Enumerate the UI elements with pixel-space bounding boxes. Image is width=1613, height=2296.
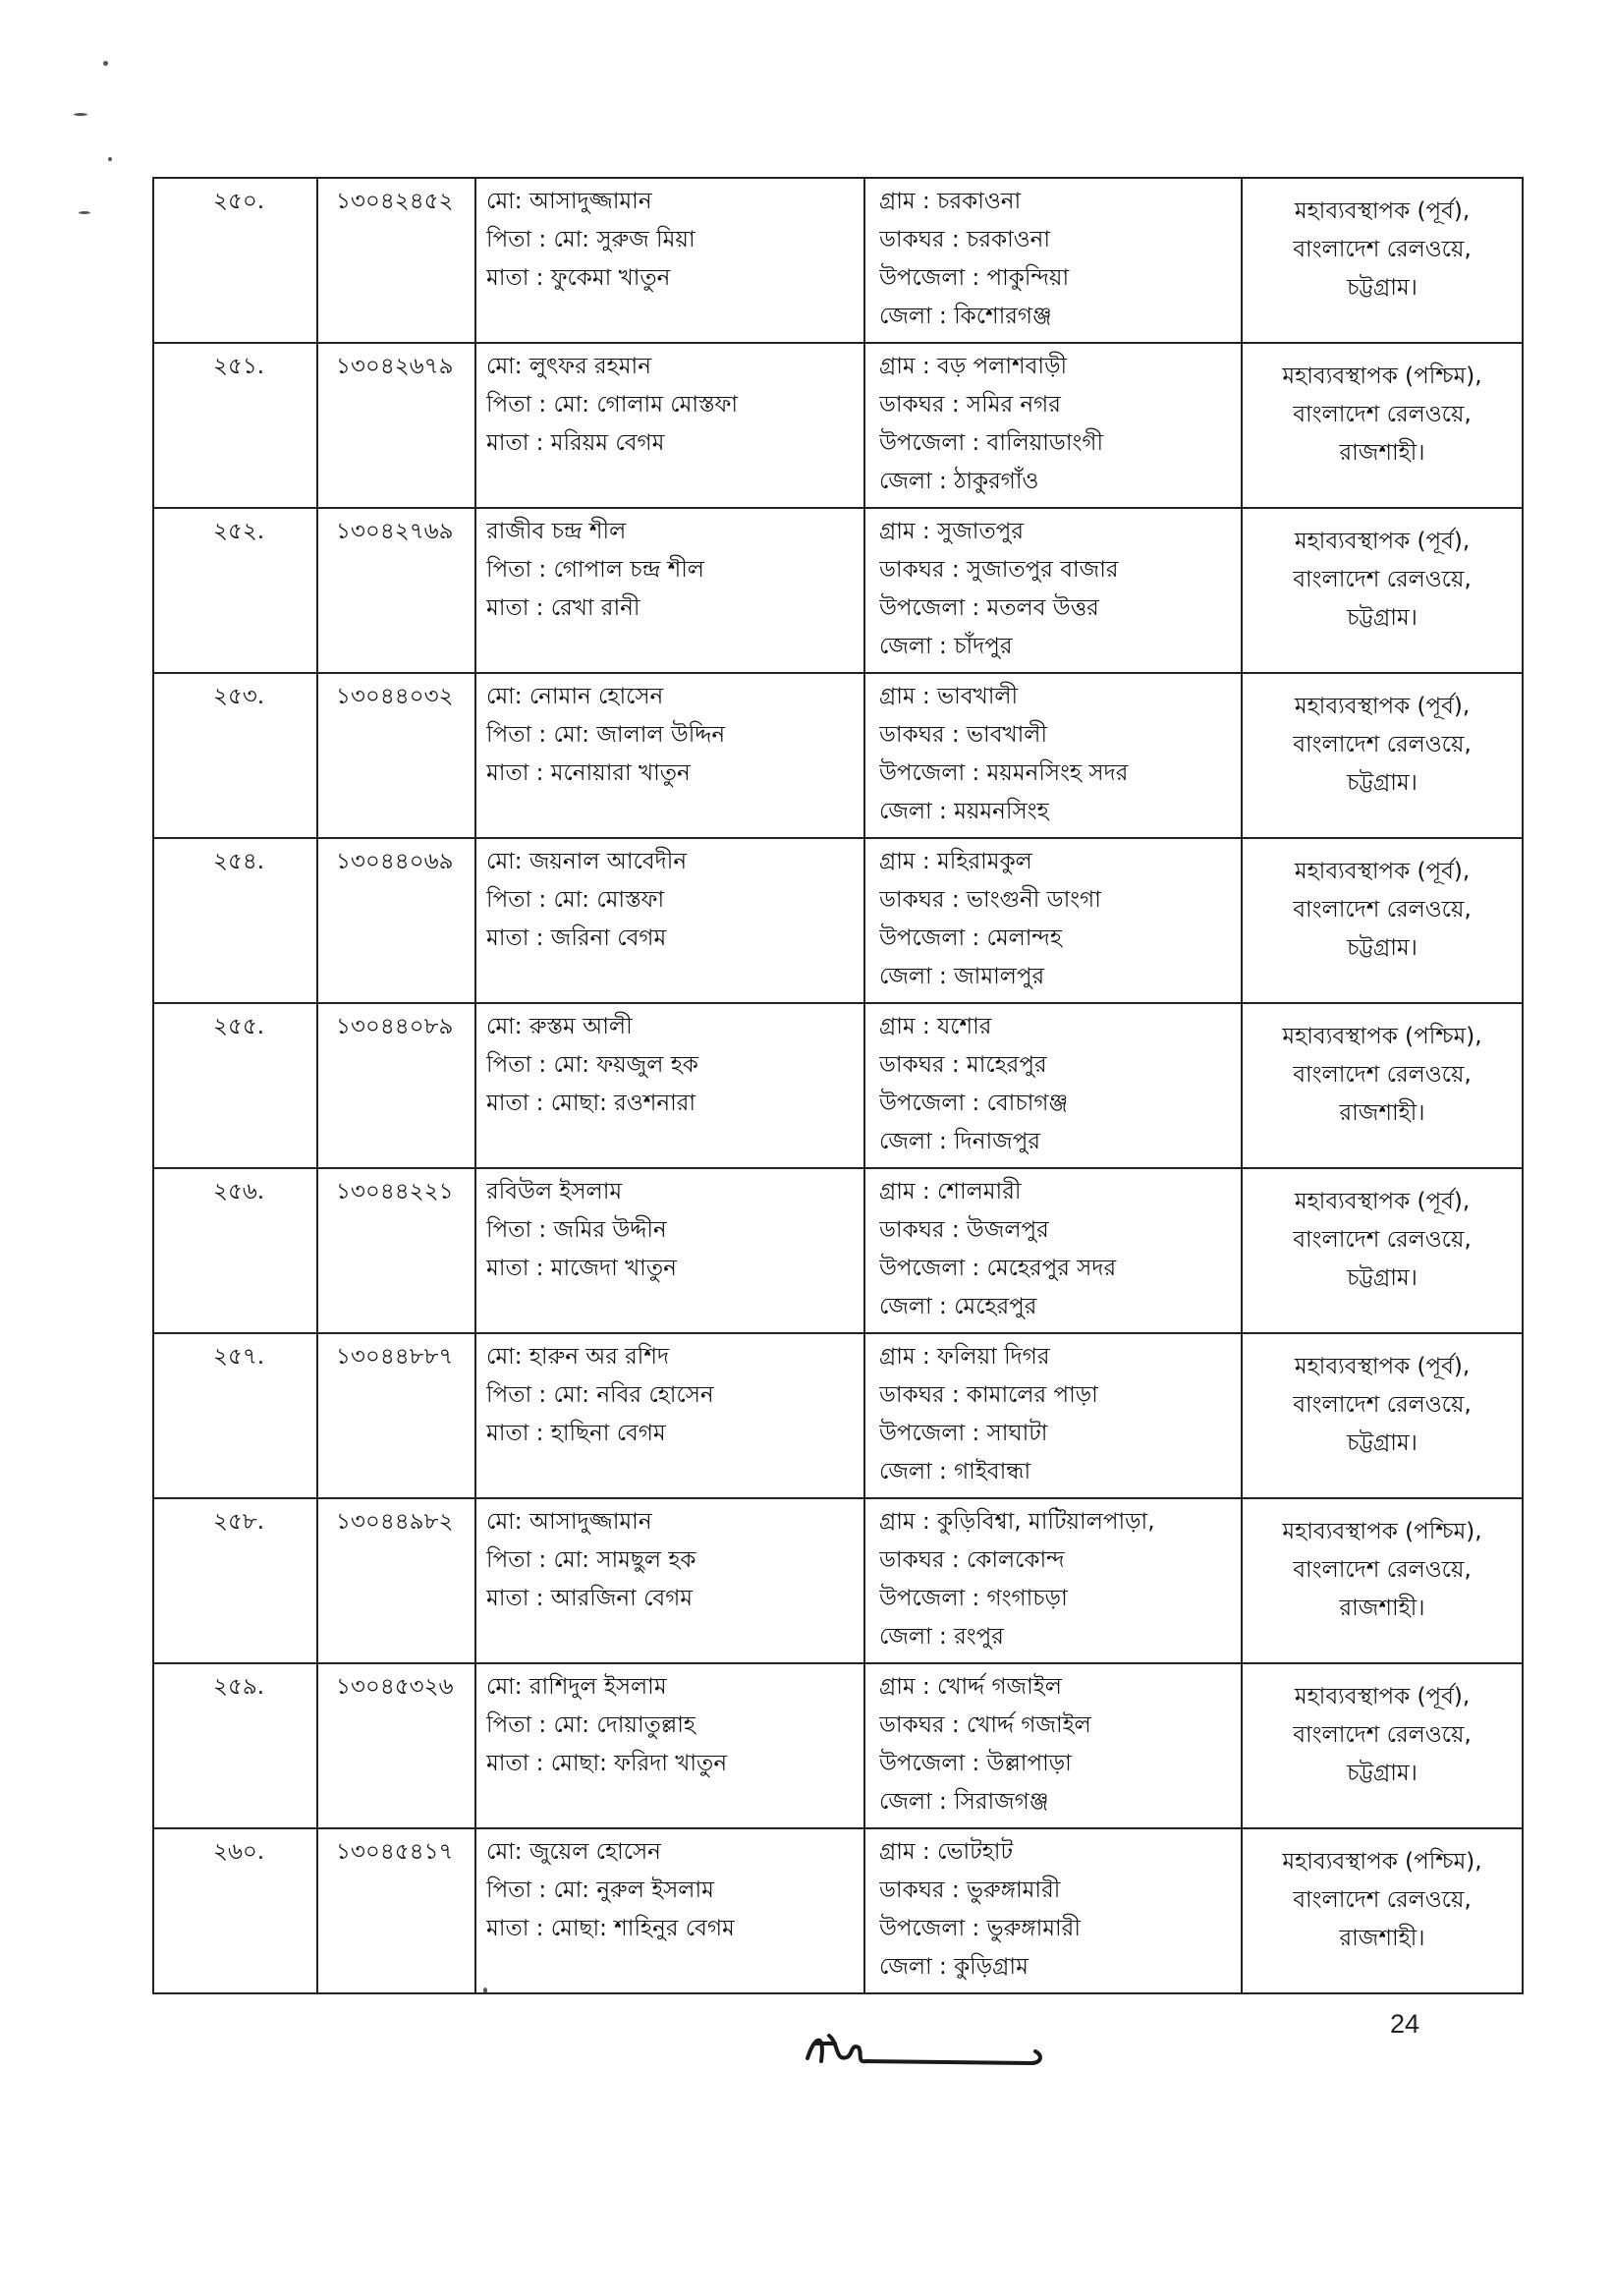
address-cell — [864, 1828, 1242, 1993]
district-text: জেলা : কিশোরগঞ্জ — [879, 304, 1052, 329]
table-row — [153, 1333, 1523, 1498]
serial-cell — [153, 508, 317, 673]
post-text: ডাকঘর : ভাংগুনী ডাংগা — [879, 887, 1101, 913]
office3-text: চট্টগ্রাম। — [1347, 1761, 1418, 1786]
father-text: পিতা : গোপাল চন্দ্র শীল — [486, 557, 704, 583]
roll-text: ১৩০৪৪২২১ — [336, 1179, 454, 1204]
roll-cell — [317, 508, 475, 673]
name-text: মো: রুস্তম আলী — [486, 1014, 633, 1039]
office-cell — [1242, 508, 1523, 673]
name-text: মো: জুয়েল হোসেন — [486, 1839, 661, 1865]
office-cell — [1242, 1828, 1523, 1993]
office1-text: মহাব্যবস্থাপক (পূর্ব), — [1294, 694, 1471, 719]
table-row — [153, 1168, 1523, 1333]
name-cell — [475, 1828, 864, 1993]
roll-text: ১৩০৪৪০৮৯ — [336, 1014, 454, 1039]
office1-text: মহাব্যবস্থাপক (পূর্ব), — [1294, 1354, 1471, 1379]
office2-text: বাংলাদেশ রেলওয়ে, — [1293, 1227, 1472, 1253]
serial-cell — [153, 838, 317, 1003]
upazila-text: উপজেলা : বালিয়াডাংগী — [879, 430, 1104, 456]
name-text: মো: লুৎফর রহমান — [486, 354, 651, 379]
roll-cell — [317, 1498, 475, 1663]
district-text: জেলা : ঠাকুরগাঁও — [879, 469, 1039, 494]
address-cell — [864, 1003, 1242, 1168]
name-cell — [475, 673, 864, 838]
office2-text: বাংলাদেশ রেলওয়ে, — [1293, 1392, 1472, 1418]
office1-text: মহাব্যবস্থাপক (পশ্চিম), — [1282, 1849, 1482, 1875]
village-text: গ্রাম : খোর্দ্দ গজাইল — [879, 1674, 1062, 1700]
office-cell — [1242, 178, 1523, 343]
village-text: গ্রাম : কুড়িবিশ্বা, মাটিয়ালপাড়া, — [879, 1509, 1155, 1535]
mother-text: মাতা : মোছা: শাহিনুর বেগম — [486, 1916, 735, 1941]
serial-cell — [153, 673, 317, 838]
address-cell — [864, 673, 1242, 838]
roll-text: ১৩০৪২৭৬৯ — [336, 519, 454, 544]
serial-text: ২৫৪. — [213, 849, 265, 874]
serial-text: ২৫৮. — [213, 1509, 265, 1535]
mother-text: মাতা : হাছিনা বেগম — [486, 1421, 666, 1446]
post-text: ডাকঘর : চরকাওনা — [879, 227, 1051, 252]
scan-speck — [108, 157, 112, 161]
post-text: ডাকঘর : কোলকোন্দ — [879, 1547, 1065, 1573]
upazila-text: উপজেলা : মেহেরপুর সদর — [879, 1256, 1117, 1281]
office1-text: মহাব্যবস্থাপক (পশ্চিম), — [1282, 1024, 1482, 1049]
roll-text: ১৩০৪৪৯৮২ — [336, 1509, 454, 1535]
father-text: পিতা : মো: নুরুল ইসলাম — [486, 1877, 714, 1903]
office3-text: চট্টগ্রাম। — [1347, 605, 1418, 631]
village-text: গ্রাম : ফলিয়া দিগর — [879, 1344, 1050, 1370]
office3-text: চট্টগ্রাম। — [1347, 1265, 1418, 1291]
serial-text: ২৬০. — [213, 1839, 265, 1865]
post-text: ডাকঘর : উজলপুর — [879, 1217, 1049, 1243]
office-cell — [1242, 673, 1523, 838]
mother-text: মাতা : মাজেদা খাতুন — [486, 1256, 677, 1281]
name-text: রবিউল ইসলাম — [486, 1179, 623, 1204]
post-text: ডাকঘর : ভুরুঙ্গামারী — [879, 1877, 1061, 1903]
office-cell — [1242, 1333, 1523, 1498]
name-cell — [475, 178, 864, 343]
name-text: রাজীব চন্দ্র শীল — [486, 519, 627, 544]
roll-cell — [317, 1828, 475, 1993]
father-text: পিতা : মো: সুরুজ মিয়া — [486, 227, 695, 252]
office2-text: বাংলাদেশ রেলওয়ে, — [1293, 897, 1472, 923]
father-text: পিতা : মো: গোলাম মোস্তফা — [486, 392, 739, 418]
table-row — [153, 508, 1523, 673]
table-row — [153, 838, 1523, 1003]
name-cell — [475, 1003, 864, 1168]
name-text: মো: আসাদুজ্জামান — [486, 1509, 652, 1535]
table-row — [153, 1003, 1523, 1168]
upazila-text: উপজেলা : উল্লাপাড়া — [879, 1751, 1072, 1776]
roll-cell — [317, 343, 475, 508]
office1-text: মহাব্যবস্থাপক (পূর্ব), — [1294, 1189, 1471, 1214]
upazila-text: উপজেলা : ময়মনসিংহ সদর — [879, 760, 1129, 786]
mother-text: মাতা : জরিনা বেগম — [486, 925, 667, 951]
roll-cell — [317, 673, 475, 838]
village-text: গ্রাম : চরকাওনা — [879, 189, 1022, 214]
roll-cell — [317, 1333, 475, 1498]
roll-text: ১৩০৪৪৮৮৭ — [336, 1344, 454, 1370]
address-cell — [864, 838, 1242, 1003]
mother-text: মাতা : আরজিনা বেগম — [486, 1586, 694, 1611]
serial-cell — [153, 178, 317, 343]
village-text: গ্রাম : সুজাতপুর — [879, 519, 1025, 544]
scan-speck — [103, 61, 108, 66]
district-text: জেলা : মেহেরপুর — [879, 1294, 1037, 1319]
office-cell — [1242, 343, 1523, 508]
office3-text: চট্টগ্রাম। — [1347, 1430, 1418, 1456]
upazila-text: উপজেলা : ভুরুঙ্গামারী — [879, 1916, 1081, 1941]
village-text: গ্রাম : মহিরামকুল — [879, 849, 1032, 874]
office-cell — [1242, 1498, 1523, 1663]
father-text: পিতা : মো: জালাল উদ্দিন — [486, 722, 726, 748]
address-cell — [864, 1333, 1242, 1498]
table-row — [153, 673, 1523, 838]
father-text: পিতা : মো: ফয়জুল হক — [486, 1052, 698, 1078]
name-text: মো: আসাদুজ্জামান — [486, 189, 652, 214]
table-row — [153, 343, 1523, 508]
serial-text: ২৫৭. — [213, 1344, 265, 1370]
mother-text: মাতা : মোছা: রওশনারা — [486, 1091, 696, 1116]
village-text: গ্রাম : বড় পলাশবাড়ী — [879, 354, 1068, 379]
roll-cell — [317, 178, 475, 343]
office-cell — [1242, 1168, 1523, 1333]
village-text: গ্রাম : যশোর — [879, 1014, 992, 1039]
table-row — [153, 1828, 1523, 1993]
serial-text: ২৫৬. — [213, 1179, 265, 1204]
upazila-text: উপজেলা : মতলব উত্তর — [879, 595, 1099, 621]
table-row — [153, 1498, 1523, 1663]
address-cell — [864, 343, 1242, 508]
roll-text: ১৩০৪৫৪১৭ — [336, 1839, 454, 1865]
post-text: ডাকঘর : সুজাতপুর বাজার — [879, 557, 1119, 583]
office-cell — [1242, 1663, 1523, 1828]
district-text: জেলা : জামালপুর — [879, 964, 1045, 989]
village-text: গ্রাম : ভাবখালী — [879, 684, 1019, 709]
serial-cell — [153, 1663, 317, 1828]
roll-cell — [317, 1168, 475, 1333]
mother-text: মাতা : মনোয়ারা খাতুন — [486, 760, 691, 786]
office-cell — [1242, 838, 1523, 1003]
upazila-text: উপজেলা : বোচাগঞ্জ — [879, 1091, 1069, 1116]
serial-cell — [153, 1003, 317, 1168]
serial-text: ২৫০. — [213, 189, 265, 214]
father-text: পিতা : মো: মোস্তফা — [486, 887, 665, 913]
roll-text: ১৩০৪৫৩২৬ — [336, 1674, 454, 1700]
father-text: পিতা : মো: দোয়াতুল্লাহ — [486, 1712, 695, 1738]
post-text: ডাকঘর : সমির নগর — [879, 392, 1061, 418]
upazila-text: উপজেলা : পাকুন্দিয়া — [879, 265, 1070, 291]
office1-text: মহাব্যবস্থাপক (পূর্ব), — [1294, 198, 1471, 224]
signature-mark — [796, 2014, 1051, 2083]
district-text: জেলা : সিরাজগঞ্জ — [879, 1789, 1049, 1815]
name-cell — [475, 838, 864, 1003]
mother-text: মাতা : মোছা: ফরিদা খাতুন — [486, 1751, 728, 1776]
roll-cell — [317, 1663, 475, 1828]
village-text: গ্রাম : ভোটহাট — [879, 1839, 1013, 1865]
address-cell — [864, 1498, 1242, 1663]
address-cell — [864, 508, 1242, 673]
name-cell — [475, 1498, 864, 1663]
office1-text: মহাব্যবস্থাপক (পূর্ব), — [1294, 1684, 1471, 1709]
roll-text: ১৩০৪৪০৩২ — [336, 684, 454, 709]
name-cell — [475, 343, 864, 508]
office2-text: বাংলাদেশ রেলওয়ে, — [1293, 1062, 1472, 1088]
name-text: মো: রাশিদুল ইসলাম — [486, 1674, 667, 1700]
serial-cell — [153, 1498, 317, 1663]
village-text: গ্রাম : শোলমারী — [879, 1179, 1022, 1204]
name-text: মো: জয়নাল আবেদীন — [486, 849, 688, 874]
name-text: মো: নোমান হোসেন — [486, 684, 664, 709]
name-cell — [475, 1663, 864, 1828]
roll-text: ১৩০৪২৪৫২ — [336, 189, 454, 214]
page-number: 24 — [1390, 2009, 1420, 2039]
serial-text: ২৫৫. — [213, 1014, 265, 1039]
address-cell — [864, 1168, 1242, 1333]
roll-text: ১৩০৪২৬৭৯ — [336, 354, 454, 379]
mother-text: মাতা : মরিয়ম বেগম — [486, 430, 665, 456]
serial-cell — [153, 1828, 317, 1993]
district-text: জেলা : রংপুর — [879, 1624, 1004, 1650]
office2-text: বাংলাদেশ রেলওয়ে, — [1293, 1722, 1472, 1748]
name-cell — [475, 1333, 864, 1498]
post-text: ডাকঘর : ভাবখালী — [879, 722, 1048, 748]
post-text: ডাকঘর : খোর্দ্দ গজাইল — [879, 1712, 1091, 1738]
district-text: জেলা : কুড়িগ্রাম — [879, 1954, 1029, 1980]
scan-speck — [79, 211, 90, 214]
serial-text: ২৫৩. — [213, 684, 265, 709]
office3-text: চট্টগ্রাম। — [1347, 275, 1418, 301]
office1-text: মহাব্যবস্থাপক (পূর্ব), — [1294, 859, 1471, 884]
district-text: জেলা : চাঁদপুর — [879, 634, 1013, 659]
office3-text: রাজশাহী। — [1339, 440, 1425, 466]
district-text: জেলা : দিনাজপুর — [879, 1129, 1040, 1154]
office2-text: বাংলাদেশ রেলওয়ে, — [1293, 732, 1472, 757]
mother-text: মাতা : ফুকেমা খাতুন — [486, 265, 671, 291]
name-text: মো: হারুন অর রশিদ — [486, 1344, 670, 1370]
office2-text: বাংলাদেশ রেলওয়ে, — [1293, 1557, 1472, 1583]
district-text: জেলা : ময়মনসিংহ — [879, 799, 1049, 824]
table-row — [153, 178, 1523, 343]
name-cell — [475, 508, 864, 673]
mother-text: মাতা : রেখা রানী — [486, 595, 640, 621]
office3-text: চট্টগ্রাম। — [1347, 770, 1418, 796]
post-text: ডাকঘর : কামালের পাড়া — [879, 1382, 1098, 1408]
roll-text: ১৩০৪৪০৬৯ — [336, 849, 454, 874]
father-text: পিতা : জমির উদ্দীন — [486, 1217, 667, 1243]
office3-text: রাজশাহী। — [1339, 1100, 1425, 1126]
serial-cell — [153, 1333, 317, 1498]
father-text: পিতা : মো: নবির হোসেন — [486, 1382, 714, 1408]
office1-text: মহাব্যবস্থাপক (পশ্চিম), — [1282, 1519, 1482, 1544]
roll-cell — [317, 1003, 475, 1168]
office-cell — [1242, 1003, 1523, 1168]
serial-cell — [153, 1168, 317, 1333]
serial-text: ২৫২. — [213, 519, 265, 544]
table-row — [153, 1663, 1523, 1828]
district-text: জেলা : গাইবান্ধা — [879, 1459, 1031, 1484]
address-cell — [864, 1663, 1242, 1828]
office1-text: মহাব্যবস্থাপক (পশ্চিম), — [1282, 364, 1482, 389]
office2-text: বাংলাদেশ রেলওয়ে, — [1293, 402, 1472, 427]
father-text: পিতা : মো: সামছুল হক — [486, 1547, 696, 1573]
recruitment-list-table — [152, 177, 1524, 1994]
scan-speck — [74, 113, 87, 116]
office2-text: বাংলাদেশ রেলওয়ে, — [1293, 567, 1472, 592]
name-cell — [475, 1168, 864, 1333]
office2-text: বাংলাদেশ রেলওয়ে, — [1293, 237, 1472, 262]
office3-text: রাজশাহী। — [1339, 1596, 1425, 1621]
serial-text: ২৫১. — [213, 354, 265, 379]
roll-cell — [317, 838, 475, 1003]
upazila-text: উপজেলা : সাঘাটা — [879, 1421, 1048, 1446]
serial-cell — [153, 343, 317, 508]
office1-text: মহাব্যবস্থাপক (পূর্ব), — [1294, 529, 1471, 554]
upazila-text: উপজেলা : মেলান্দহ — [879, 925, 1062, 951]
table-body — [153, 178, 1523, 1993]
office2-text: বাংলাদেশ রেলওয়ে, — [1293, 1887, 1472, 1913]
address-cell — [864, 178, 1242, 343]
office3-text: রাজশাহী। — [1339, 1926, 1425, 1951]
office3-text: চট্টগ্রাম। — [1347, 935, 1418, 961]
upazila-text: উপজেলা : গংগাচড়া — [879, 1586, 1068, 1611]
post-text: ডাকঘর : মাহেরপুর — [879, 1052, 1047, 1078]
serial-text: ২৫৯. — [213, 1674, 265, 1700]
